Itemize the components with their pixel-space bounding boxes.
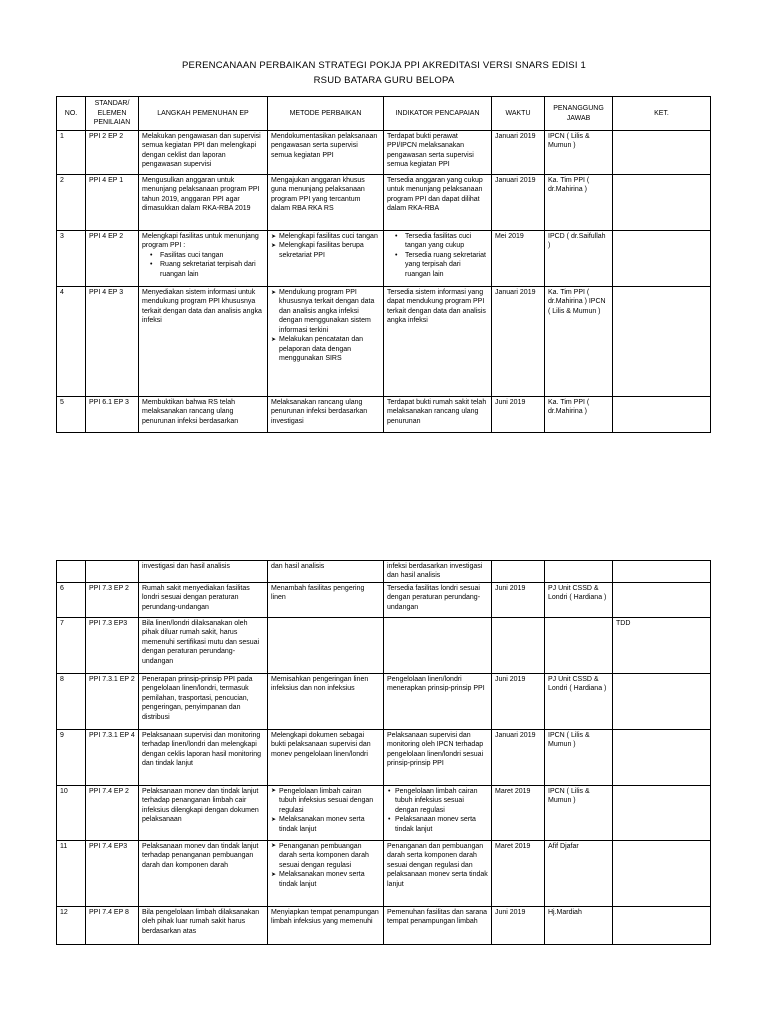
cell-standar: PPI 7.4 EP 8 (86, 906, 139, 944)
cell-ket (613, 231, 711, 287)
list-item: ➤ Melengkapi fasilitas cuci tangan (271, 232, 380, 241)
cell-waktu: Januari 2019 (492, 729, 545, 785)
list-item: • Tersedia ruang sekretariat yang terpisah dari ruangan lain (387, 251, 488, 279)
cell-indikator (384, 785, 492, 840)
cell-no: 11 (57, 840, 86, 906)
cell-no: 5 (57, 397, 86, 433)
table-row (57, 131, 711, 175)
table-row (57, 840, 711, 906)
list-item: • Ruang sekretariat terpisah dari ruangan lain (142, 260, 264, 279)
cell-standar: PPI 7.3.1 EP 4 (86, 729, 139, 785)
cell-langkah-intro: Melengkapi fasilitas untuk menunjang program PPI : (142, 233, 259, 250)
cell-waktu: Maret 2019 (492, 785, 545, 840)
cell-indikator: Penanganan dan pembuangan darah serta komponen darah sesuai dengan regulasi dan pelaksanaan monev serta tindak lanjut (384, 840, 492, 906)
cell-langkah: investigasi dan hasil analisis (139, 561, 268, 583)
cell-standar: PPI 7.4 EP 2 (86, 785, 139, 840)
cell-langkah: Rumah sakit menyediakan fasilitas londri sesuai dengan peraturan perundang-undangan (139, 582, 268, 617)
header-waktu: WAKTU (492, 97, 545, 131)
cell-metode: Mengajukan anggaran khusus guna menunjang pelaksanaan program PPI yang tercantum dalam RBA RKA RS (268, 175, 384, 231)
cell-indikator: Tersedia fasilitas londri sesuai dengan peraturan perundang-undangan (384, 582, 492, 617)
cell-waktu: Mei 2019 (492, 231, 545, 287)
cell-ket (613, 131, 711, 175)
list-item: • Fasilitas cuci tangan (142, 251, 264, 260)
list-item: ➤ Melaksanakan monev serta tindak lanjut (271, 870, 380, 889)
cell-ket (613, 729, 711, 785)
cell-langkah: Pelaksanaan monev dan tindak lanjut terhadap penanganan pembuangan darah dan komponen darah (139, 840, 268, 906)
cell-standar: PPI 7.3.1 EP 2 (86, 673, 139, 729)
document-subtitle: RSUD BATARA GURU BELOPA (313, 75, 455, 86)
cell-standar: PPI 4 EP 1 (86, 175, 139, 231)
cell-indikator: Pemenuhan fasilitas dan sarana tempat penampungan limbah (384, 906, 492, 944)
table-row (57, 673, 711, 729)
cell-metode: Menambah fasilitas pengering linen (268, 582, 384, 617)
cell-waktu: Juni 2019 (492, 397, 545, 433)
table-row (57, 287, 711, 397)
cell-indikator (384, 617, 492, 673)
cell-langkah: Membuktikan bahwa RS telah melaksanakan rancang ulang penurunan infeksi berdasarkan (139, 397, 268, 433)
cell-metode: dan hasil analisis (268, 561, 384, 583)
cell-ket (613, 785, 711, 840)
cell-no: 10 (57, 785, 86, 840)
cell-no: 9 (57, 729, 86, 785)
header-metode: METODE PERBAIKAN (268, 97, 384, 131)
cell-pj: PJ Unit CSSD & Londri ( Hardiana ) (545, 673, 613, 729)
cell-ket (613, 287, 711, 397)
list-item: ➤ Melengkapi fasilitas berupa sekretariat PPI (271, 241, 380, 260)
cell-standar: PPI 7.3 EP 2 (86, 582, 139, 617)
cell-no: 1 (57, 131, 86, 175)
cell-waktu: Juni 2019 (492, 673, 545, 729)
cell-pj: Ka. Tim PPI ( dr.Mahirina ) IPCN ( Lilis & Mumun ) (545, 287, 613, 397)
cell-pj: Ka. Tim PPI ( dr.Mahirina ) (545, 397, 613, 433)
cell-metode: Melaksanakan rancang ulang penurunan infeksi berdasarkan investigasi (268, 397, 384, 433)
header-indikator: INDIKATOR PENCAPAIAN (384, 97, 492, 131)
table-header-row (57, 97, 711, 131)
cell-ket: TDD (613, 617, 711, 673)
cell-no: 8 (57, 673, 86, 729)
cell-no: 6 (57, 582, 86, 617)
planning-table-part-2 (56, 560, 711, 945)
table-row (57, 729, 711, 785)
cell-waktu: Januari 2019 (492, 287, 545, 397)
table-row (57, 785, 711, 840)
document-title: PERENCANAAN PERBAIKAN STRATEGI POKJA PPI AKREDITASI VERSI SNARS EDISI 1 (182, 60, 586, 71)
header-no: NO. (57, 97, 86, 131)
cell-waktu: Maret 2019 (492, 840, 545, 906)
cell-indikator: Terdapat bukti perawat PPI/IPCN melaksanakan pengawasan serta supervisi semua kegiatan PPI (384, 131, 492, 175)
cell-waktu (492, 617, 545, 673)
header-standar: STANDAR/ ELEMEN PENILAIAN (86, 97, 139, 131)
cell-pj: Ka. Tim PPI ( dr.Mahirina ) (545, 175, 613, 231)
list-item: ➤ Pengelolaan limbah cairan tubuh infeksius sesuai dengan regulasi (271, 787, 380, 815)
cell-waktu: Januari 2019 (492, 131, 545, 175)
cell-pj: PJ Unit CSSD & Londri ( Hardiana ) (545, 582, 613, 617)
cell-ket (613, 175, 711, 231)
cell-langkah: Mengusulkan anggaran untuk menunjang pelaksanaan program PPI tahun 2019, anggaran PPI agar dimasukkan dalam RKA-RBA 2019 (139, 175, 268, 231)
table-row (57, 582, 711, 617)
cell-no: 3 (57, 231, 86, 287)
cell-waktu: Juni 2019 (492, 582, 545, 617)
table-row (57, 617, 711, 673)
cell-standar: PPI 4 EP 2 (86, 231, 139, 287)
cell-metode: Memisahkan pengeringan linen infeksius dan non infeksius (268, 673, 384, 729)
cell-indikator: Terdapat bukti rumah sakit telah melaksanakan rancang ulang penurunan (384, 397, 492, 433)
table-row (57, 397, 711, 433)
cell-pj: IPCN ( Lilis & Mumun ) (545, 785, 613, 840)
cell-standar: PPI 7.4 EP3 (86, 840, 139, 906)
table-row (57, 175, 711, 231)
cell-pj (545, 617, 613, 673)
cell-ket (613, 673, 711, 729)
list-item: • Tersedia fasilitas cuci tangan yang cukup (387, 232, 488, 251)
cell-langkah (139, 231, 268, 287)
cell-metode: Menyiapkan tempat penampungan limbah infeksius yang memenuhi (268, 906, 384, 944)
cell-langkah: Pelaksanaan supervisi dan monitoring terhadap linen/londri dan melengkapi dengan ceklis laporan hasil monitoring dan tindak lanjut (139, 729, 268, 785)
cell-pj: IPCD ( dr.Saifullah ) (545, 231, 613, 287)
cell-metode (268, 231, 384, 287)
cell-ket (613, 840, 711, 906)
cell-metode (268, 617, 384, 673)
cell-pj: IPCN ( Lilis & Mumun ) (545, 729, 613, 785)
list-item: ➤ Melakukan pencatatan dan pelaporan data dengan menggunakan SIRS (271, 335, 380, 363)
cell-indikator: Pelaksanaan supervisi dan monitoring oleh IPCN terhadap pengelolaan linen/londri sesuai prinsip-prinsip PPI (384, 729, 492, 785)
header-langkah: LANGKAH PEMENUHAN EP (139, 97, 268, 131)
cell-no: 12 (57, 906, 86, 944)
cell-metode (268, 785, 384, 840)
cell-indikator: Tersedia sistem informasi yang dapat mendukung program PPI terkait dengan data dan analisis angka infeksi (384, 287, 492, 397)
cell-standar: PPI 7.3 EP3 (86, 617, 139, 673)
cell-metode (268, 840, 384, 906)
cell-no: 4 (57, 287, 86, 397)
cell-metode (268, 287, 384, 397)
cell-langkah: Pelaksanaan monev dan tindak lanjut terhadap penanganan limbah cair infeksius dilengkapi dengan dokumen pelaksanaan (139, 785, 268, 840)
cell-metode: Melengkapi dokumen sebagai bukti pelaksanaan supervisi dan monev pengelolaan linen/londri (268, 729, 384, 785)
cell-no: 2 (57, 175, 86, 231)
cell-indikator (384, 231, 492, 287)
cell-no: 7 (57, 617, 86, 673)
cell-ket (613, 582, 711, 617)
cell-ket (613, 906, 711, 944)
cell-langkah: Melakukan pengawasan dan supervisi semua kegiatan PPI dan melengkapi dengan ceklist dan laporan pengawasan supervisi (139, 131, 268, 175)
list-item: ➤ Melaksanakan monev serta tindak lanjut (271, 815, 380, 834)
cell-pj: Hj.Mardiah (545, 906, 613, 944)
cell-standar: PPI 6.1 EP 3 (86, 397, 139, 433)
table-row (57, 906, 711, 944)
cell-langkah: Penerapan prinsip-prinsip PPI pada pengelolaan linen/londri, termasuk pemilahan, trasportasi, pencucian, pengeringan, penyimpanan dan distribusi (139, 673, 268, 729)
planning-table-part-1 (56, 96, 711, 433)
cell-standar: PPI 2 EP 2 (86, 131, 139, 175)
cell-waktu: Juni 2019 (492, 906, 545, 944)
list-item: ➤ Mendukung program PPI khususnya terkait dengan data dan analisis angka infeksi dengan menggunakan sistem informasi terkini (271, 288, 380, 335)
header-ket: KET. (613, 97, 711, 131)
cell-langkah: Bila pengelolaan limbah dilaksanakan oleh pihak luar rumah sakit harus berdasarkan atas (139, 906, 268, 944)
cell-waktu: Januari 2019 (492, 175, 545, 231)
header-pj: PENANGGUNG JAWAB (545, 97, 613, 131)
table-row (57, 231, 711, 287)
cell-langkah: Menyediakan sistem informasi untuk mendukung program PPI khususnya terkait dengan data dan analisis angka infeksi (139, 287, 268, 397)
cell-indikator: Tersedia anggaran yang cukup untuk menunjang pelaksanaan program PPI dan dapat dilihat dalam RKA-RBA (384, 175, 492, 231)
cell-langkah: Bila linen/londri dilaksanakan oleh pihak diluar rumah sakit, harus memenuhi sertifikasi mutu dan sesuai dengan peraturan perundang-undangan (139, 617, 268, 673)
cell-indikator: infeksi berdasarkan investigasi dan hasil analisis (384, 561, 492, 583)
cell-indikator: Pengelolaan linen/londri menerapkan prinsip-prinsip PPI (384, 673, 492, 729)
list-item: ➤ Penanganan pembuangan darah serta komponen darah sesuai dengan regulasi (271, 842, 380, 870)
list-item: • Pengelolaan limbah cairan tubuh infeksius sesuai dengan regulasi (387, 787, 488, 815)
cell-metode: Mendokumentasikan pelaksanaan pengawasan serta supervisi semua kegiatan PPI (268, 131, 384, 175)
table-row-continued (57, 561, 711, 583)
cell-ket (613, 397, 711, 433)
cell-pj: IPCN ( Lilis & Mumun ) (545, 131, 613, 175)
cell-pj: Afif Djafar (545, 840, 613, 906)
cell-standar: PPI 4 EP 3 (86, 287, 139, 397)
list-item: • Pelaksanaan monev serta tindak lanjut (387, 815, 488, 834)
